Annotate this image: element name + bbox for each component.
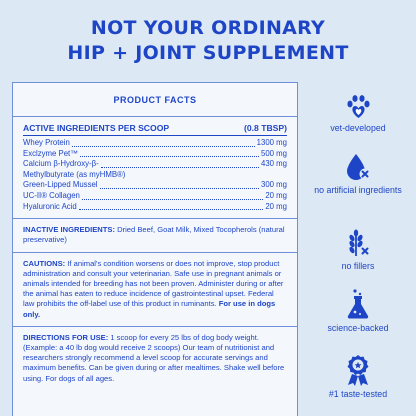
ingredient-name: Green-Lipped Mussel: [23, 180, 98, 190]
inactive-label: INACTIVE INGREDIENTS:: [23, 225, 115, 235]
product-facts-panel: [12, 82, 298, 416]
dot-leader: [101, 167, 259, 168]
ingredient-amount: 300 mg: [260, 180, 287, 190]
badge-label: #1 taste-tested: [328, 389, 388, 399]
headline: [0, 16, 416, 66]
active-heading-scoop: (0.8 TBSP): [244, 123, 287, 133]
directions-label: DIRECTIONS FOR USE:: [23, 332, 109, 342]
drop-x-icon: [344, 152, 372, 182]
dot-leader: [72, 146, 255, 147]
inactive-ingredients-section: [13, 219, 297, 252]
ingredient-row: [23, 149, 287, 160]
ingredient-name: Hyaluronic Acid: [23, 201, 77, 211]
active-heading-label: ACTIVE INGREDIENTS PER SCOOP: [23, 123, 170, 133]
ingredient-amount: 1300 mg: [256, 138, 287, 147]
badge-taste-tested: [300, 354, 416, 400]
ingredient-amount: 20 mg: [265, 190, 287, 200]
dot-leader: [82, 199, 263, 200]
ingredient-row-continued: [23, 170, 287, 181]
headline-line-2: HIP + JOINT SUPPLEMENT: [67, 42, 349, 64]
ingredient-name: UC-II® Collagen: [23, 190, 80, 200]
ingredient-amount: 20 mg: [265, 201, 287, 211]
cautions-label: CAUTIONS:: [23, 258, 66, 268]
badge-label: no artificial ingredients: [314, 185, 402, 195]
cautions-body: If animal's condition worsens or does not improve, stop product administration and consult your veterinarian. Safe use in pregnant animals or animals intended for breeding has not been proven. Administer during or after the animal has eaten to reduce incidence of gastrointestinal upset. Federal law prohibits the off-label use of this product in ruminants.: [23, 258, 284, 309]
flask-icon: [344, 288, 372, 320]
badge-label: no fillers: [341, 261, 375, 271]
dot-leader: [80, 156, 259, 157]
inactive-ingredients-text: [23, 225, 287, 245]
dot-leader: [100, 188, 259, 189]
ingredient-row: [23, 180, 287, 191]
award-ribbon-icon: [344, 354, 372, 386]
paw-heart-icon: [344, 92, 372, 120]
cautions-bold-tail: For use in dogs only.: [23, 299, 276, 319]
cautions-text: [23, 259, 287, 320]
badge-label: science-backed: [327, 323, 389, 333]
ingredient-name: Whey Protein: [23, 138, 70, 147]
panel-title: PRODUCT FACTS: [13, 91, 297, 117]
grain-x-icon: [344, 228, 372, 258]
inactive-body: Dried Beef, Goat Milk, Mixed Tocopherols (natural preservative): [23, 225, 285, 245]
headline-line-1: NOT YOUR ORDINARY: [90, 17, 326, 39]
directions-body: 1 scoop for every 25 lbs of dog body weight. (Example: a 40 lb dog would receive 2 scoops) Our team of nutritionist and researchers strongly recommend a level scoop for accurate servings and maximum benefits. Can be given during or after mealtimes. Shake well before using. For dogs of all ages.: [23, 332, 285, 383]
active-ingredients-heading: [23, 123, 287, 136]
ingredient-amount: 500 mg: [260, 148, 287, 158]
badge-no-artificial: [300, 152, 416, 196]
badge-vet-developed: [300, 92, 416, 134]
ingredient-amount: 430 mg: [260, 159, 287, 169]
ingredient-name: Exclzyme Pet™: [23, 148, 79, 158]
directions-text: [23, 333, 287, 384]
ingredient-row: [23, 138, 287, 149]
ingredient-row: [23, 202, 287, 213]
badge-label: vet-developed: [330, 123, 386, 133]
ingredient-row: [23, 159, 287, 170]
ingredient-row: [23, 191, 287, 202]
badge-science-backed: [300, 288, 416, 334]
active-ingredients-section: [13, 117, 297, 219]
cautions-section: [13, 253, 297, 327]
badge-no-fillers: [300, 228, 416, 272]
ingredient-name: Calcium β-Hydroxy-β-: [23, 159, 99, 169]
ingredient-name: Methylbutyrate (as myHMB®): [23, 169, 126, 179]
dot-leader: [79, 209, 264, 210]
directions-section: [13, 327, 297, 390]
